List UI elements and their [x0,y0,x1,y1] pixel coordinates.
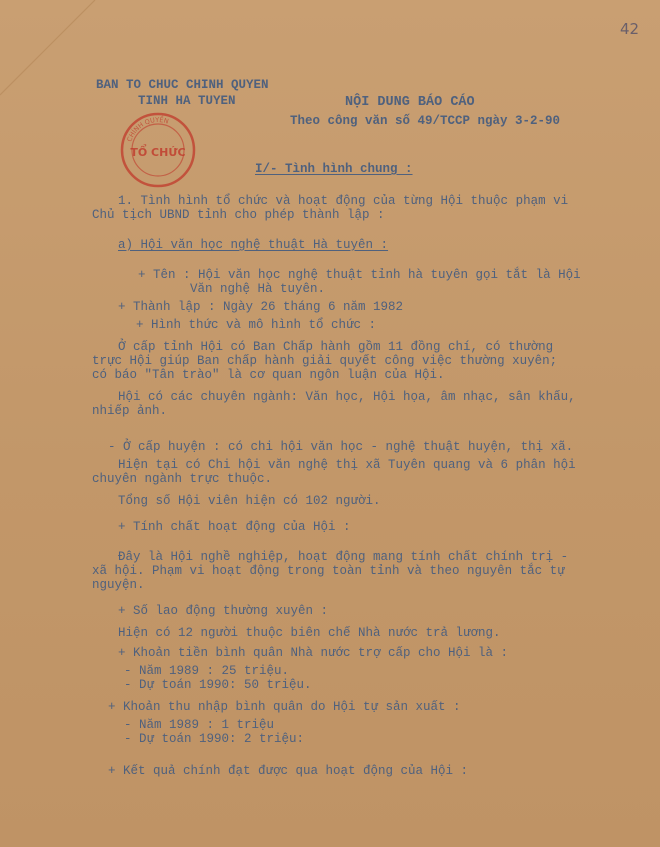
org-line-1: BAN TO CHUC CHINH QUYEN [96,78,269,92]
paragraph-7-line-3: nguyện. [92,578,145,592]
name-line-2: Văn nghệ Hà tuyên. [190,282,326,296]
labor-heading: + Số lao động thường xuyên : [118,604,329,618]
paragraph-7-line-1: Đây là Hội nghề nghiệp, hoạt động mang tính chất chính trị - [118,550,569,564]
paragraph-3-line-2: nhiếp ảnh. [92,404,168,418]
subsidy-heading: + Khoản tiền bình quân Nhà nước trợ cấp cho Hội là : [118,646,509,660]
document-title: NỘI DUNG BÁO CÁO [345,95,475,110]
nature-heading: + Tính chất hoạt động của Hội : [118,520,351,534]
name-line-1: + Tên : Hội văn học nghệ thuật tỉnh hà tuyên gọi tắt là Hội [138,268,581,282]
section-1-heading: I/- Tình hình chung : [255,162,413,176]
document-subtitle: Theo công văn số 49/TCCP ngày 3-2-90 [290,114,561,128]
paragraph-7-line-2: xã hội. Phạm vi hoạt động trong toàn tỉnh và theo nguyên tắc tự [92,564,565,578]
svg-text:CHÍNH QUYỀN [125,114,169,143]
labor-line: Hiện có 12 người thuộc biên chế Nhà nước trả lương. [118,626,501,640]
paragraph-1-line-1: 1. Tình hình tổ chức và hoạt động của từng Hội thuộc phạm vi [118,194,569,208]
income-heading: + Khoản thu nhập bình quân do Hội tự sản xuất : [108,700,461,714]
subsection-a-heading: a) Hội văn học nghệ thuật Hà tuyên : [118,238,389,252]
income-1990: - Dự toán 1990: 2 triệu: [124,732,305,746]
stamp-arc-text: CHÍNH QUYỀN [125,115,170,143]
form-heading: + Hình thức và mô hình tổ chức : [136,318,377,332]
subsidy-1990: - Dự toán 1990: 50 triệu. [124,678,312,692]
paragraph-2-line-2: trực Hội giúp Ban chấp hành giải quyết công việc thường xuyên; [92,354,558,368]
income-1989: - Năm 1989 : 1 triệu [124,718,275,732]
org-line-2: TINH HA TUYEN [138,94,236,108]
district-level-line: - Ở cấp huyện : có chi hội văn học - nghệ thuật huyện, thị xã. [108,440,574,454]
results-heading: + Kết quả chính đạt được qua hoạt động của Hội : [108,764,469,778]
subsidy-1989: - Năm 1989 : 25 triệu. [124,664,290,678]
paragraph-2-line-3: có báo "Tân trào" là cơ quan ngôn luận của Hội. [92,368,445,382]
member-count-line: Tổng số Hội viên hiện có 102 người. [118,494,381,508]
paragraph-1-line-2: Chủ tịch UBND tỉnh cho phép thành lập : [92,208,385,222]
stamp-text: TỔ CHỨC [130,146,186,159]
red-stamp [118,110,198,190]
page-number: 42 [620,20,640,38]
founded-line: + Thành lập : Ngày 26 tháng 6 năm 1982 [118,300,404,314]
paragraph-2-line-1: Ở cấp tỉnh Hội có Ban Chấp hành gồm 11 đồng chí, có thường [118,340,554,354]
paragraph-5-line-1: Hiện tại có Chi hội văn nghệ thị xã Tuyên quang và 6 phân hội [118,458,576,472]
paragraph-3-line-1: Hội có các chuyên ngành: Văn học, Hội họa, âm nhạc, sân khấu, [118,390,576,404]
paragraph-5-line-2: chuyên ngành trực thuộc. [92,472,273,486]
